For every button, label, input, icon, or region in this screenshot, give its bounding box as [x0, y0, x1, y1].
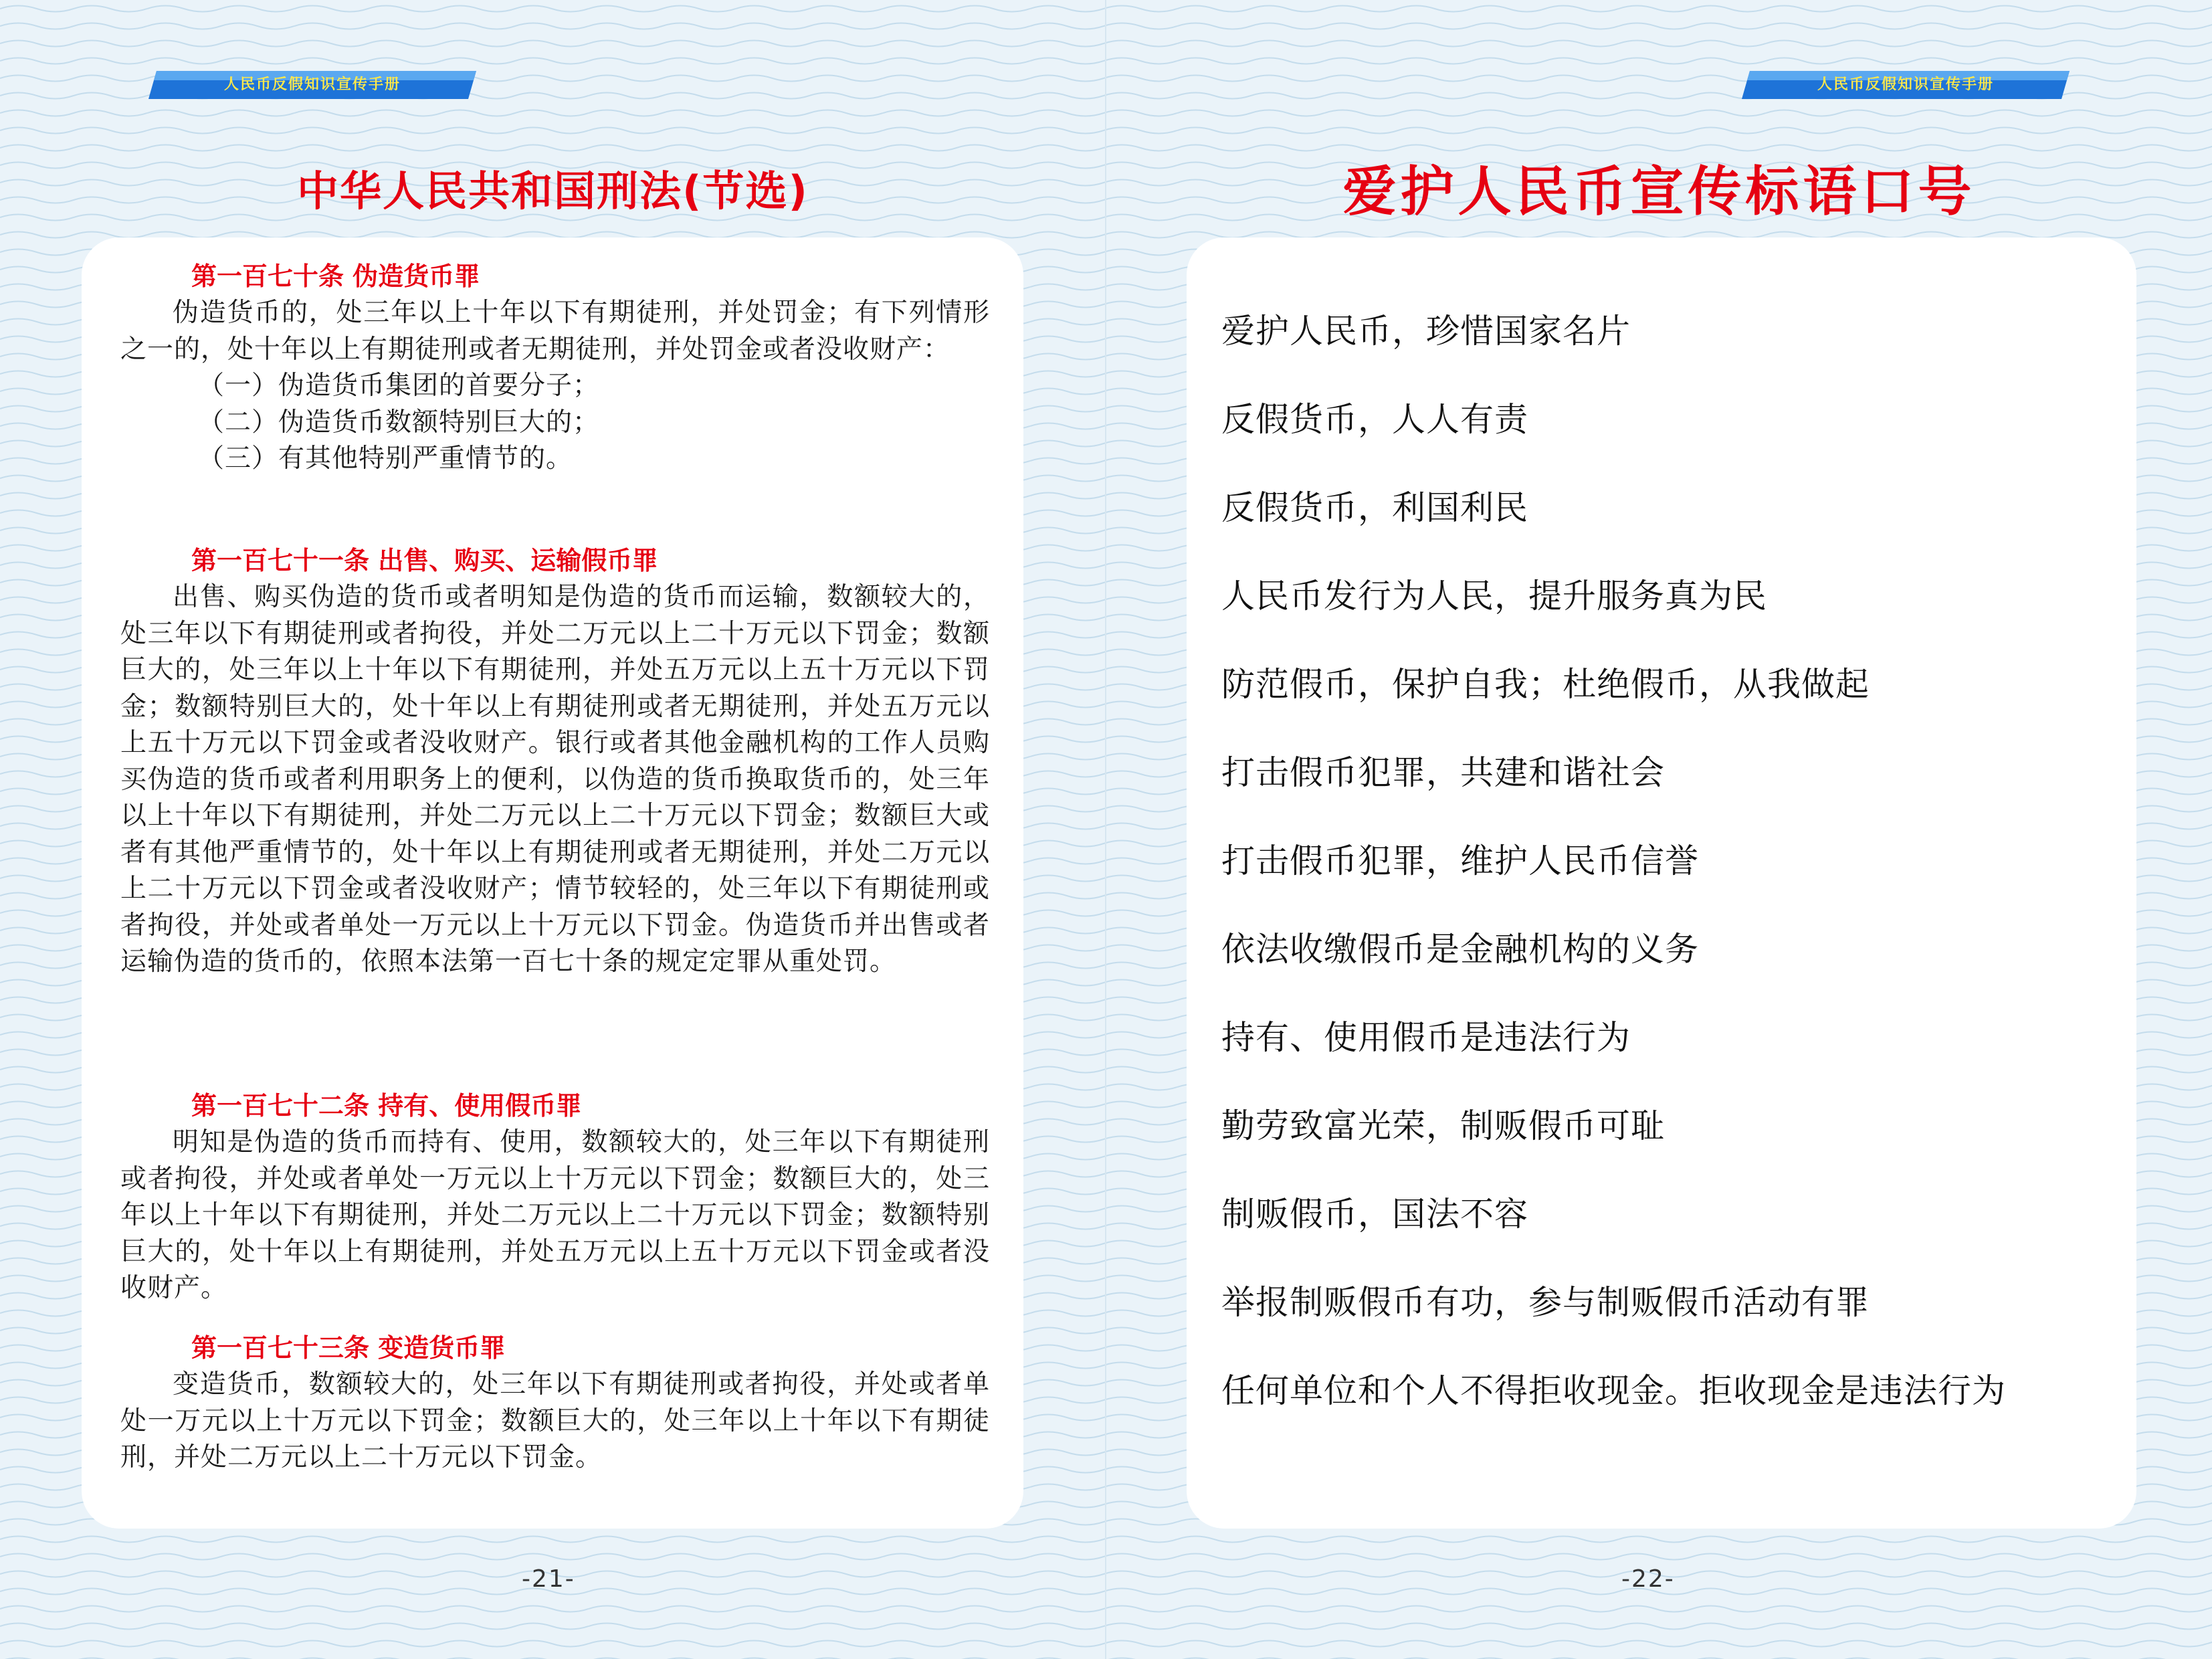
article-171 [120, 542, 990, 981]
page-title: 爱护人民币宣传标语口号 [1342, 161, 1976, 223]
slogan-item: 勤劳致富光荣，制贩假币可耻 [1221, 1106, 1665, 1145]
page-title: 中华人民共和国刑法(节选) [297, 167, 809, 215]
header-banner [1742, 70, 2070, 100]
slogan-item: 反假货币，利国利民 [1221, 488, 1528, 527]
slogan-item: 防范假币，保护自我；杜绝假币，从我做起 [1221, 665, 1870, 704]
article-heading: 第一百七十条 伪造货币罪 [191, 262, 480, 291]
article-paragraph: 出售、购买伪造的货币或者明知是伪造的货币而运输，数额较大的，处三年以下有期徒刑或者拘役，并处二万元以上二十万元以下罚金；数额巨大的，处三年以上十年以下有期徒刑，并处五万元以上五十万元以下罚金；数额特别巨大的，处十年以上有期徒刑或者无期徒刑，并处五万元以上五十万元以下罚金或者没收财产。银行或者其他金融机构的工作人员购买伪造的货币或者利用职务上的便利，以伪造的货币换取货币的，处三年以上十年以下有期徒刑，并处二万元以上二十万元以下罚金；数额巨大或者有其他严重情节的，处十年以上有期徒刑或者无期徒刑，并处二万元以上二十万元以下罚金或者没收财产；情节较轻的，处三年以下有期徒刑或者拘役，并处或者单处一万元以上十万元以下罚金。伪造货币并出售或者运输伪造的货币的，依照本法第一百七十条的规定定罪从重处罚。 [120, 582, 990, 977]
page-22 [1106, 0, 2212, 1659]
header-banner [148, 70, 476, 100]
article-172 [120, 1087, 990, 1307]
slogan-item: 打击假币犯罪，共建和谐社会 [1221, 753, 1665, 792]
article-body [120, 579, 990, 981]
header-banner-text: 人民币反假知识宣传手册 [1817, 76, 1994, 93]
article-paragraph: 变造货币，数额较大的，处三年以下有期徒刑或者拘役，并处或者单处一万元以上十万元以下罚金；数额巨大的，处三年以上十年以下有期徒刑，并处二万元以上二十万元以下罚金。 [120, 1369, 990, 1472]
article-heading: 第一百七十二条 持有、使用假币罪 [191, 1091, 582, 1120]
slogan-item: 持有、使用假币是违法行为 [1221, 1018, 1631, 1057]
content-card [1187, 237, 2136, 1529]
header-banner-text: 人民币反假知识宣传手册 [223, 76, 401, 93]
page-number: -22- [1621, 1565, 1675, 1593]
slogan-item: 任何单位和个人不得拒收现金。拒收现金是违法行为 [1221, 1371, 2006, 1410]
list-item: （一）伪造货币集团的首要分子； [198, 371, 600, 401]
article-paragraph: 明知是伪造的货币而持有、使用，数额较大的，处三年以下有期徒刑或者拘役，并处或者单处一万元以上十万元以下罚金；数额巨大的，处三年以上十年以下有期徒刑，并处二万元以上二十万元以下罚金；数额特别巨大的，处十年以上有期徒刑，并处五万元以上五十万元以下罚金或者没收财产。 [120, 1127, 990, 1303]
article-170 [120, 258, 990, 478]
article-body [120, 1367, 990, 1476]
slogan-item: 举报制贩假币有功，参与制贩假币活动有罪 [1221, 1283, 1870, 1322]
article-body [120, 1125, 990, 1307]
article-paragraph: 伪造货币的，处三年以上十年以下有期徒刑，并处罚金；有下列情形之一的，处十年以上有期徒刑或者无期徒刑，并处罚金或者没收财产： [120, 298, 990, 365]
content-card [82, 237, 1023, 1529]
list-item: （三）有其他特别严重情节的。 [198, 444, 573, 474]
slogan-item: 反假货币，人人有责 [1221, 400, 1528, 439]
slogan-item: 人民币发行为人民，提升服务真为民 [1221, 577, 1767, 615]
page-number: -21- [522, 1565, 575, 1593]
list-item: （二）伪造货币数额特别巨大的； [198, 407, 600, 437]
article-heading: 第一百七十三条 变造货币罪 [191, 1333, 506, 1363]
article-173 [120, 1329, 990, 1476]
slogan-item: 依法收缴假币是金融机构的义务 [1221, 930, 1699, 969]
slogan-item: 打击假币犯罪，维护人民币信誉 [1221, 842, 1699, 880]
article-heading: 第一百七十一条 出售、购买、运输假币罪 [191, 546, 658, 575]
slogan-item: 制贩假币，国法不容 [1221, 1195, 1528, 1234]
article-body [120, 295, 990, 478]
slogan-item: 爱护人民币，珍惜国家名片 [1221, 312, 1631, 351]
